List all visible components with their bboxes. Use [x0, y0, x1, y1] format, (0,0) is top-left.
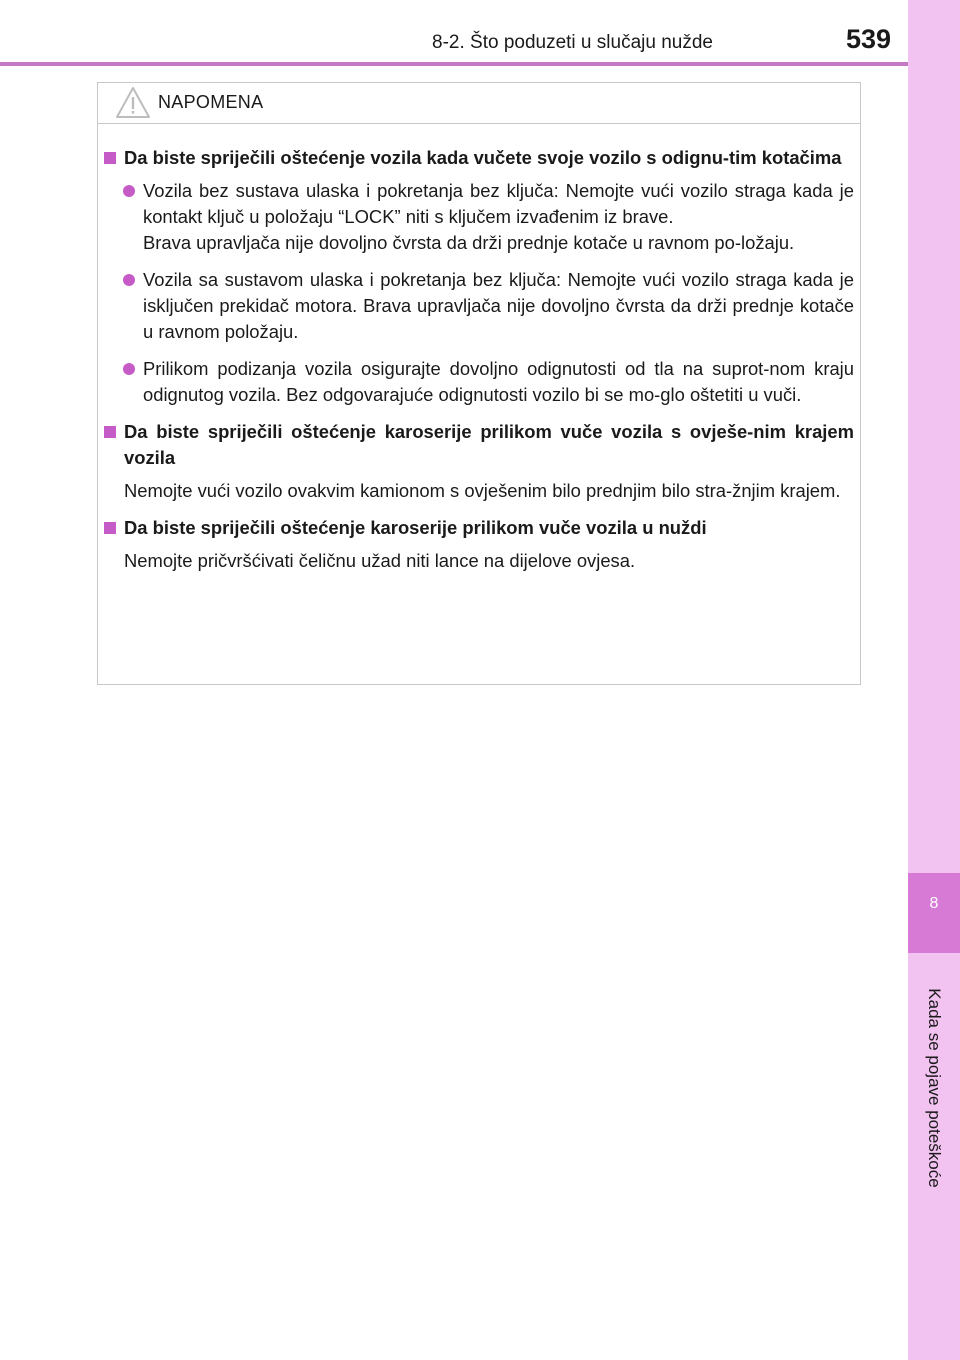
note-content: [104, 145, 854, 574]
section-text: Nemojte vući vozilo ovakvim kamionom s ovješenim bilo prednjim bilo stra-žnjim krajem.: [124, 480, 841, 501]
list-item-text: Prilikom podizanja vozila osigurajte dovoljno odignutosti od tla na suprot-nom kraju odignutog vozila. Bez odgovarajuće odignutosti vozilo bi se mo-glo oštetiti u vuči.: [143, 358, 854, 405]
list-item-text: Vozila bez sustava ulaska i pokretanja bez ključa: Nemojte vući vozilo straga kada je kontakt ključ u položaju “LOCK” niti s ključem izvađenim iz brave.: [143, 180, 854, 227]
round-bullet-icon: [123, 185, 135, 197]
page-number: 539: [846, 24, 892, 54]
chapter-number: 8: [929, 895, 939, 912]
warning-triangle-icon: [115, 86, 151, 119]
note-label: NAPOMENA: [158, 92, 264, 112]
section-heading: Da biste spriječili oštećenje vozila kada vučete svoje vozilo s odignu-tim kotačima: [104, 145, 854, 171]
section-heading: Da biste spriječili oštećenje karoserije prilikom vuče vozila s ovješe-nim krajem vozila: [104, 419, 854, 471]
header-rule: [0, 62, 908, 66]
square-bullet-icon: [104, 152, 116, 164]
list-item: [104, 356, 854, 408]
list-item-text: Vozila sa sustavom ulaska i pokretanja bez ključa: Nemojte vući vozilo straga kada je isključen prekidač motora. Brava upravljača nije dovoljno čvrsta da drži prednje kotače u ravnom položaju.: [143, 269, 854, 342]
round-bullet-icon: [123, 274, 135, 286]
section-heading: Da biste spriječili oštećenje karoserije prilikom vuče vozila u nuždi: [104, 515, 854, 541]
list-item: [104, 267, 854, 345]
note-header-divider: [97, 123, 861, 124]
list-item-text: Brava upravljača nije dovoljno čvrsta da drži prednje kotače u ravnom po-ložaju.: [143, 232, 795, 253]
list-item: [104, 178, 854, 256]
section-text: Nemojte pričvršćivati čeličnu užad niti lance na dijelove ovjesa.: [124, 550, 636, 571]
round-bullet-icon: [123, 363, 135, 375]
square-bullet-icon: [104, 426, 116, 438]
section-title: 8-2. Što poduzeti u slučaju nužde: [432, 32, 713, 53]
square-bullet-icon: [104, 522, 116, 534]
chapter-title: Kada se pojave poteškoće: [925, 988, 944, 1188]
chapter-number-box: [908, 873, 960, 953]
